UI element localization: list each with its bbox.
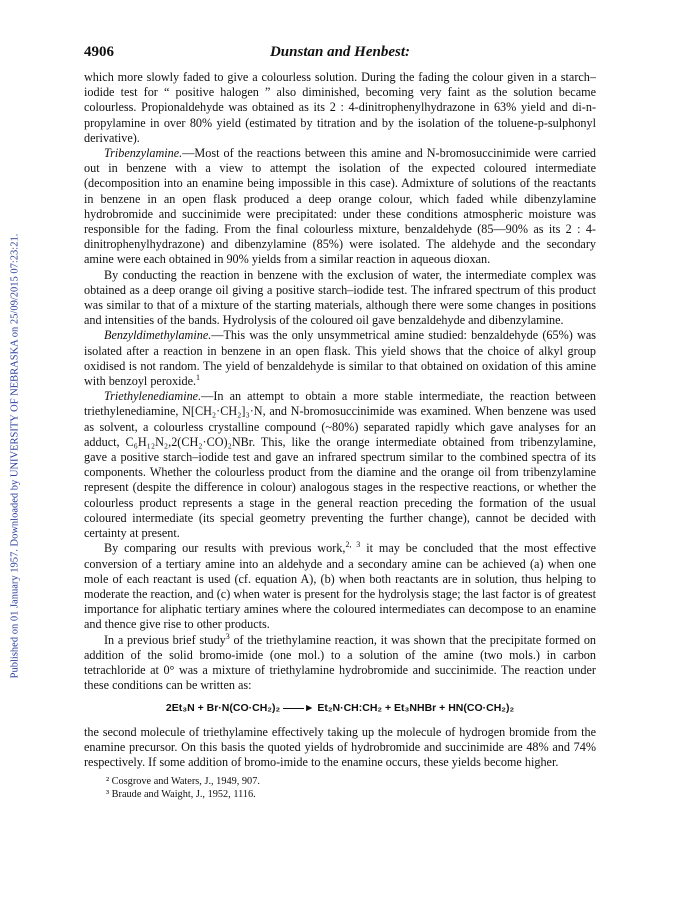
paragraph-tribenzylamine <box>84 146 596 268</box>
article-body <box>84 70 596 801</box>
paragraph-text: —Most of the reactions between this amine and N-bromosuccinimide were carried out in benzene with a view to attempt the isolation of the expected coloured intermediate (decomposition into an enamine being impossible in this case). Admixture of solutions of the reactants in benzene in an open flask produced a deep orange colour, which faded while dibenzylamine hydrobromide and succinimide were precipitated: under these conditions atmospheric moisture was responsible for the fading. From the final colourless mixture, benzaldehyde (85—90% as its 2 : 4-dinitrophenylhydrazone) and dibenzylamine (85%) were isolated. The aldehyde and the secondary amine were each obtained in 90% yields from a similar reaction in aqueous dioxan. <box>84 146 596 267</box>
page-number: 4906 <box>84 44 114 60</box>
page-header <box>84 44 596 66</box>
paragraph-benzyldimethylamine <box>84 328 596 389</box>
reference-marker: 1 <box>196 373 201 382</box>
reference-marker: 3 <box>225 631 230 641</box>
paragraph-text: By comparing our results with previous work, <box>104 541 346 556</box>
paragraph-propionaldehyde: which more slowly faded to give a colourless solution. During the fading the colour given in a starch–iodide test for “ positive halogen ” also diminished, becoming very faint as the solution became colourless. Propionaldehyde was obtained as its 2 : 4-dinitrophenylhydrazone in 63% yield and di-n-propylamine in over 80% yield (estimated by titration and by the isolation of the toluene-p-sulphonyl derivative). <box>84 70 596 145</box>
footnote: ² Cosgrove and Waters, J., 1949, 907. <box>106 776 260 788</box>
download-watermark <box>0 0 30 912</box>
paragraph-previous-study <box>84 633 596 694</box>
paragraph-text: of the triethylamine reaction, it was shown that the precipitate formed on addition of the solid bromo-imide (one mol.) to a solution of the amine (two mols.) in carbon tetrachloride at 0° was a mixture of triethylamine hydrobromide and succinimide. The reaction under these conditions can be written as: <box>84 632 597 693</box>
section-title-benzyldimethylamine: Benzyldimethylamine. <box>104 328 212 343</box>
paragraph-triethylenediamine <box>84 389 596 541</box>
footnote: ³ Braude and Waight, J., 1952, 1116. <box>106 788 256 800</box>
reference-marker: 2, 3 <box>345 540 361 550</box>
footnotes <box>84 776 596 801</box>
section-title-triethylenediamine: Triethylenediamine. <box>104 389 202 404</box>
paragraph-benzene-exclusion: By conducting the reaction in benzene with the exclusion of water, the intermediate complex was obtained as a deep orange oil giving a positive starch–iodide test. The infrared spectrum of this product was similar to that of a mixture of the starting materials, although there were some changes in positions and intensities of the bands. Hydrolysis of the coloured oil gave benzaldehyde and dibenzylamine. <box>84 267 596 328</box>
section-title-tribenzylamine: Tribenzylamine. <box>104 146 183 161</box>
paragraph-text: —In an attempt to obtain a more stable intermediate, the reaction between triethylenediamine, N[CH₂·CH₂]₃·N, and N-bromosuccinimide was examined. When benzene was used as solvent, a colourless crystalline compound (~80%) separated rapidly which gave analyses for an adduct, C₆H₁₂N₂,2(CH₂·CO)₂NBr. This, like the orange intermediate obtained from tribenzylamine, gave a positive starch–iodide test and gave an infrared spectrum similar to the combined spectra of its components. Whether the colourless product from the diamine and the orange oil from tribenzylamine represent (despite the difference in colour) analogous stages in the respective reactions, or whether the colourless product represents a stage in the general reaction preceding the formation of the usual coloured intermediate (its special geometry preventing the further change), cannot be decided with certainty at present. <box>84 389 596 541</box>
running-title: Dunstan and Henbest: <box>269 44 411 60</box>
paragraph-comparison <box>84 541 596 632</box>
reaction-equation: 2Et₃N + Br·N(CO·CH₂)₂ ——► Et₂N·CH:CH₂ + Et₃NHBr + HN(CO·CH₂)₂ <box>165 702 515 715</box>
paragraph-text: it may be concluded that the most effective conversion of a tertiary amine into an aldehyde and a secondary amine can be achieved (a) when one mole of each reactant is used (cf. equation A), (b) when both reactants are in solution, thus helping to moderate the reaction, and (c) when water is present for the hydrolysis stage; the last factor is of greatest importance for aliphatic tertiary amines where the coloured intermediates can decompose to an enamine and thence give rise to other products. <box>84 541 597 632</box>
paragraph-conclusion: the second molecule of triethylamine effectively taking up the molecule of hydrogen bromide from the enamine precursor. On this basis the quoted yields of hydrobromide and succinimide are 48% and 74% respectively. If some addition of bromo-imide to the enamine occurs, these yields become higher. <box>84 724 596 769</box>
download-watermark-text: Published on 01 January 1957. Downloaded by UNIVERSITY OF NEBRASKA on 25/09/2015 07:23:21. <box>9 233 21 679</box>
paragraph-text: —This was the only unsymmetrical amine studied: benzaldehyde (65%) was isolated after a reaction in benzene in an open flask. This yield shows that the choice of alkyl group oxidised is not random. The yield of benzaldehyde is similar to that obtained on oxidation of this amine with benzoyl peroxide. <box>84 328 596 389</box>
paragraph-text: In a previous brief study <box>104 632 226 647</box>
